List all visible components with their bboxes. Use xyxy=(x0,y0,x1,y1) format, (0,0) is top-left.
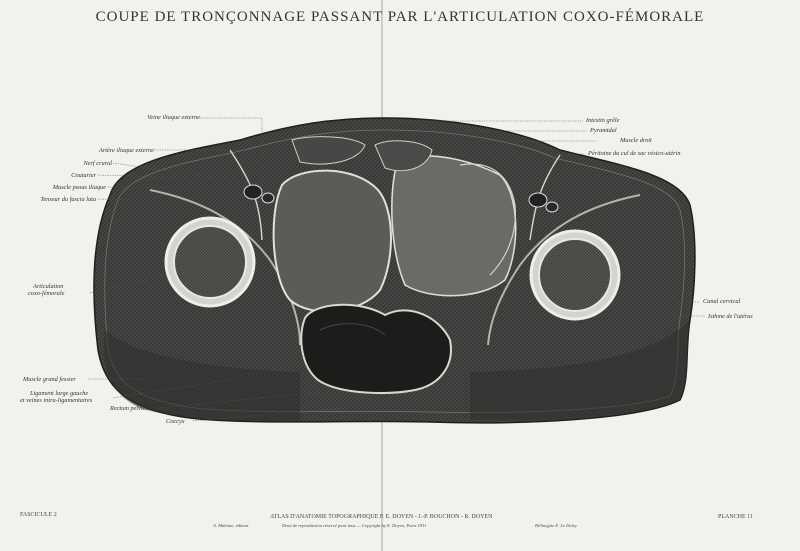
label-veine-iliaque-externe: Veine iliaque externe xyxy=(147,114,200,121)
label-ligament-large-gauche: Ligament large gauche xyxy=(30,390,89,397)
label-muscle-psoas-iliaque: Muscle psoas iliaque xyxy=(52,184,106,191)
label-muscle-grand-fessier: Muscle grand fessier xyxy=(23,376,76,383)
label-muscle-droit: Muscle droit xyxy=(620,137,652,144)
bladder-uterus-region xyxy=(274,171,391,312)
label-intestin-grele: Intestin grêle xyxy=(586,117,620,124)
label-nerf-crural: Nerf crural xyxy=(83,160,112,167)
footer-heliotype: Héliotypie E. Le Deley xyxy=(535,523,577,528)
label-couturier: Couturier xyxy=(71,172,96,179)
label-rectum-pelvien: Rectum pelvien xyxy=(110,405,149,412)
plate-title: COUPE DE TRONÇONNAGE PASSANT PAR L'ARTICULATION COXO-FÉMORALE xyxy=(95,9,705,25)
right-femoral-head xyxy=(531,231,619,319)
footer-fascicule: FASCICULE 2 xyxy=(20,512,57,518)
label-peritoine-cul-de-sac: Péritoine du cul de sac vésico-utérin xyxy=(588,150,681,157)
footer-atlas-title: ATLAS D'ANATOMIE TOPOGRAPHIQUE P. E. DOYEN - J.-P. BOUCHON - R. DOYEN xyxy=(270,514,493,520)
label-isthme-uterus: Isthme de l'utérus xyxy=(708,313,753,320)
footer-rights: Droit de reproduction réservé pour tous — Copyright by E. Doyen, Paris 1911 xyxy=(282,523,427,528)
label-coccyx: Coccyx xyxy=(166,418,185,425)
label-pyramidal: Pyramidal xyxy=(590,127,617,134)
footer-publisher: A. Maloine, éditeur xyxy=(213,523,249,528)
footer-planche: PLANCHE 11 xyxy=(718,514,753,520)
label-artere-iliaque-externe: Artère iliaque externe xyxy=(98,147,154,154)
left-femoral-head xyxy=(166,218,254,306)
label-canal-cervical: Canal cervical xyxy=(703,298,741,305)
label-veines-intra-ligamentaires: et veines intra-ligamentaires xyxy=(20,397,93,404)
label-tenseur-fascia-lata: Tenseur du fascia lata xyxy=(40,196,96,203)
label-coxo-femorale: coxo-fémorale xyxy=(28,290,65,297)
rectum xyxy=(301,305,451,393)
label-articulation: Articulation xyxy=(33,283,64,290)
